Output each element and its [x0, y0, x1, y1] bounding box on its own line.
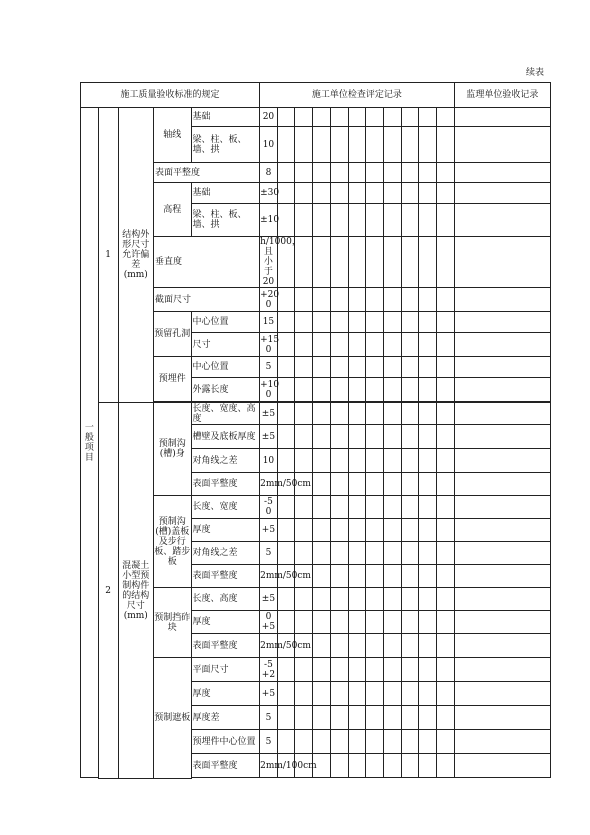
item-value: +5: [260, 682, 278, 706]
item-value: 8: [260, 163, 278, 183]
cover-label: 预制沟(槽)盖板及步行板、踏步板: [153, 496, 191, 588]
item-value: 5: [260, 357, 278, 378]
item-value: ±5: [260, 425, 278, 449]
elevation-label: 高程: [153, 183, 191, 237]
item-label: 厚度: [191, 519, 260, 542]
group1-title: 结构外形尺寸允许偏差(mm): [118, 108, 153, 403]
item-value: 5: [260, 542, 278, 565]
item-value: -5 +2: [260, 658, 278, 682]
spacer-row: [81, 778, 551, 779]
item-value: 2mm/50cm: [260, 634, 278, 658]
group2-title: 混凝土小型预制构件的结构尺寸(mm): [118, 403, 153, 779]
item-label: 中心位置: [191, 357, 260, 378]
item-value: 20: [260, 108, 278, 127]
item-value: 2mm/50cm: [260, 565, 278, 588]
item-value: 2mm/50cm: [260, 473, 278, 496]
item-label: 平面尺寸: [191, 658, 260, 682]
item-value: 10: [260, 127, 278, 163]
item-label: 尺寸: [191, 333, 260, 357]
item-label: 预埋件中心位置: [191, 730, 260, 754]
item-label: 长度、宽度、高度: [191, 403, 260, 425]
item-value: +15 0: [260, 334, 280, 355]
item-label: 垂直度: [153, 237, 259, 288]
item-value: ±30: [260, 183, 278, 204]
item-label: 截面尺寸: [153, 288, 259, 312]
item-value: ±10: [260, 204, 278, 237]
item-label: 厚度: [191, 682, 260, 706]
item-label: 外露长度: [191, 378, 260, 402]
item-label: 表面平整度: [191, 565, 260, 588]
reserved-hole-label: 预留孔洞: [153, 312, 191, 357]
item-value: -5 0: [260, 496, 278, 519]
item-value: 5: [260, 706, 278, 730]
item-label: 对角线之差: [191, 449, 260, 473]
shield-label: 预制遮板: [153, 658, 191, 779]
item-value: h/1000，且小于20: [260, 237, 301, 287]
item-label: 表面平整度: [191, 473, 260, 496]
item-label: 槽壁及底板厚度: [191, 425, 260, 449]
item-value: ±5: [260, 588, 278, 611]
item-value: 5: [260, 730, 278, 754]
group1-number: 1: [98, 108, 118, 403]
item-value: ±5: [260, 403, 278, 425]
item-value: 2mm/100cm: [260, 754, 278, 778]
header-supervision: 监理单位验收记录: [454, 83, 550, 108]
item-value: 0 +5: [260, 611, 278, 634]
ditch-label: 预制沟(槽)身: [153, 403, 191, 496]
axis-label: 轴线: [153, 108, 191, 163]
item-label: 基础: [191, 183, 260, 204]
table-row: [81, 403, 551, 425]
group2-number: 2: [98, 403, 118, 779]
item-label: 厚度差: [191, 706, 260, 730]
item-label: 厚度: [191, 611, 260, 634]
item-value: +20 0: [260, 289, 280, 310]
header-standard: 施工质量验收标准的规定: [81, 83, 260, 108]
header-construction: 施工单位检查评定记录: [260, 83, 455, 108]
item-label: 对角线之差: [191, 542, 260, 565]
item-value: 15: [260, 312, 278, 333]
item-label: 表面平整度: [191, 754, 260, 778]
item-label: 表面平整度: [153, 163, 259, 183]
inspection-table: [80, 82, 551, 779]
item-value: +10 0: [260, 379, 280, 400]
item-label: 表面平整度: [191, 634, 260, 658]
continued-label: 续表: [526, 68, 545, 78]
item-label: 梁、柱、板、墙、拱: [191, 127, 260, 163]
item-value: 10: [260, 449, 278, 473]
item-label: 长度、高度: [191, 588, 260, 611]
category-label: 一般项目: [81, 108, 99, 778]
table-row: [81, 108, 551, 127]
item-label: 梁、柱、板、墙、拱: [191, 204, 260, 237]
item-value: +5: [260, 519, 278, 542]
header-row: [81, 83, 551, 108]
item-label: 中心位置: [191, 312, 260, 333]
block-label: 预制挡砟块: [153, 588, 191, 658]
embedded-label: 预埋件: [153, 357, 191, 402]
item-label: 长度、宽度: [191, 496, 260, 519]
item-label: 基础: [191, 108, 260, 127]
